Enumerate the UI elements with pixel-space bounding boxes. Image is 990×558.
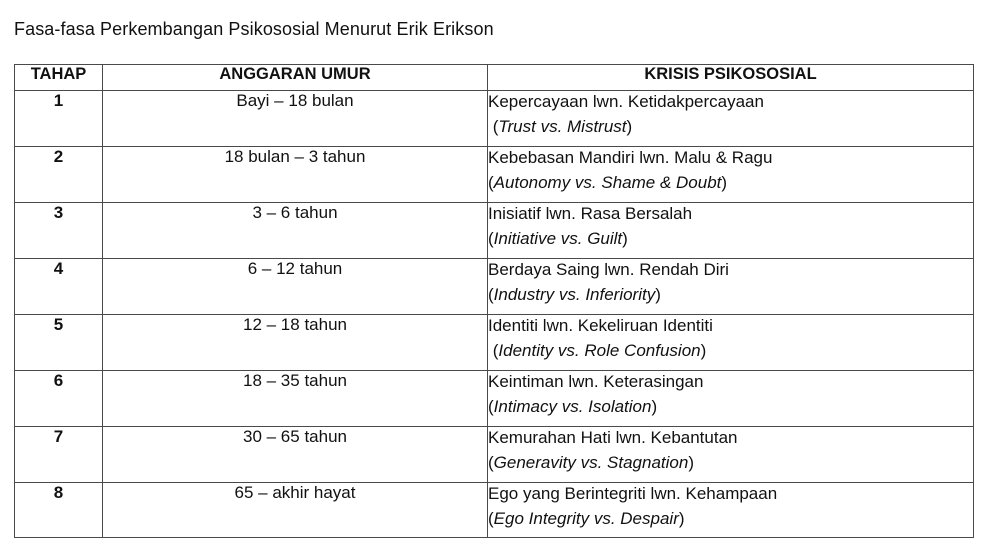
age-range: 3 – 6 tahun: [103, 203, 488, 259]
crisis-english-text: Ego Integrity vs. Despair: [493, 509, 679, 528]
header-age-range: ANGGARAN UMUR: [103, 65, 488, 91]
table-row: [15, 483, 974, 538]
crisis-english-text: Industry vs. Inferiority: [493, 285, 656, 304]
table-row: [15, 427, 974, 483]
stage-number: 3: [15, 203, 103, 259]
crisis-english: (Ego Integrity vs. Despair): [488, 509, 685, 528]
table-row: [15, 91, 974, 147]
crisis-english-text: Intimacy vs. Isolation: [493, 397, 652, 416]
crisis-english-text: Initiative vs. Guilt: [493, 229, 623, 248]
stage-number: 1: [15, 91, 103, 147]
crisis-english: (Identity vs. Role Confusion): [488, 341, 707, 360]
crisis-english: (Industry vs. Inferiority): [488, 285, 661, 304]
crisis-cell: [488, 147, 974, 203]
age-range: 18 – 35 tahun: [103, 371, 488, 427]
crisis-english: (Trust vs. Mistrust): [488, 117, 633, 136]
crisis-cell: [488, 371, 974, 427]
crisis-english: (Generavity vs. Stagnation): [488, 453, 695, 472]
crisis-english-text: Identity vs. Role Confusion: [498, 341, 701, 360]
stage-number: 6: [15, 371, 103, 427]
age-range: 6 – 12 tahun: [103, 259, 488, 315]
crisis-malay: Kepercayaan lwn. Ketidakpercayaan: [488, 92, 764, 111]
psychosocial-stages-table: [14, 64, 974, 538]
crisis-malay: Kemurahan Hati lwn. Kebantutan: [488, 428, 738, 447]
crisis-malay: Kebebasan Mandiri lwn. Malu & Ragu: [488, 148, 773, 167]
age-range: Bayi – 18 bulan: [103, 91, 488, 147]
age-range: 18 bulan – 3 tahun: [103, 147, 488, 203]
table-row: [15, 203, 974, 259]
age-range: 65 – akhir hayat: [103, 483, 488, 538]
crisis-cell: [488, 315, 974, 371]
crisis-cell: [488, 259, 974, 315]
table-row: [15, 147, 974, 203]
crisis-malay: Ego yang Berintegriti lwn. Kehampaan: [488, 484, 778, 503]
stage-number: 4: [15, 259, 103, 315]
table-header-row: [15, 65, 974, 91]
crisis-malay: Keintiman lwn. Keterasingan: [488, 372, 704, 391]
crisis-english: (Autonomy vs. Shame & Doubt): [488, 173, 728, 192]
crisis-cell: [488, 91, 974, 147]
header-stage: TAHAP: [15, 65, 103, 91]
table-row: [15, 371, 974, 427]
age-range: 12 – 18 tahun: [103, 315, 488, 371]
crisis-english: (Intimacy vs. Isolation): [488, 397, 658, 416]
crisis-english-text: Generavity vs. Stagnation: [493, 453, 689, 472]
table-row: [15, 259, 974, 315]
stage-number: 7: [15, 427, 103, 483]
crisis-malay: Inisiatif lwn. Rasa Bersalah: [488, 204, 693, 223]
crisis-english-text: Autonomy vs. Shame & Doubt: [493, 173, 722, 192]
document-title: Fasa-fasa Perkembangan Psikososial Menurut Erik Erikson: [14, 19, 494, 39]
crisis-english: (Initiative vs. Guilt): [488, 229, 628, 248]
table-row: [15, 315, 974, 371]
crisis-cell: [488, 203, 974, 259]
header-psychosocial-crisis: KRISIS PSIKOSOSIAL: [488, 65, 974, 91]
stage-number: 2: [15, 147, 103, 203]
crisis-cell: [488, 427, 974, 483]
stage-number: 8: [15, 483, 103, 538]
stage-number: 5: [15, 315, 103, 371]
crisis-malay: Identiti lwn. Kekeliruan Identiti: [488, 316, 713, 335]
age-range: 30 – 65 tahun: [103, 427, 488, 483]
crisis-cell: [488, 483, 974, 538]
crisis-malay: Berdaya Saing lwn. Rendah Diri: [488, 260, 729, 279]
crisis-english-text: Trust vs. Mistrust: [498, 117, 627, 136]
